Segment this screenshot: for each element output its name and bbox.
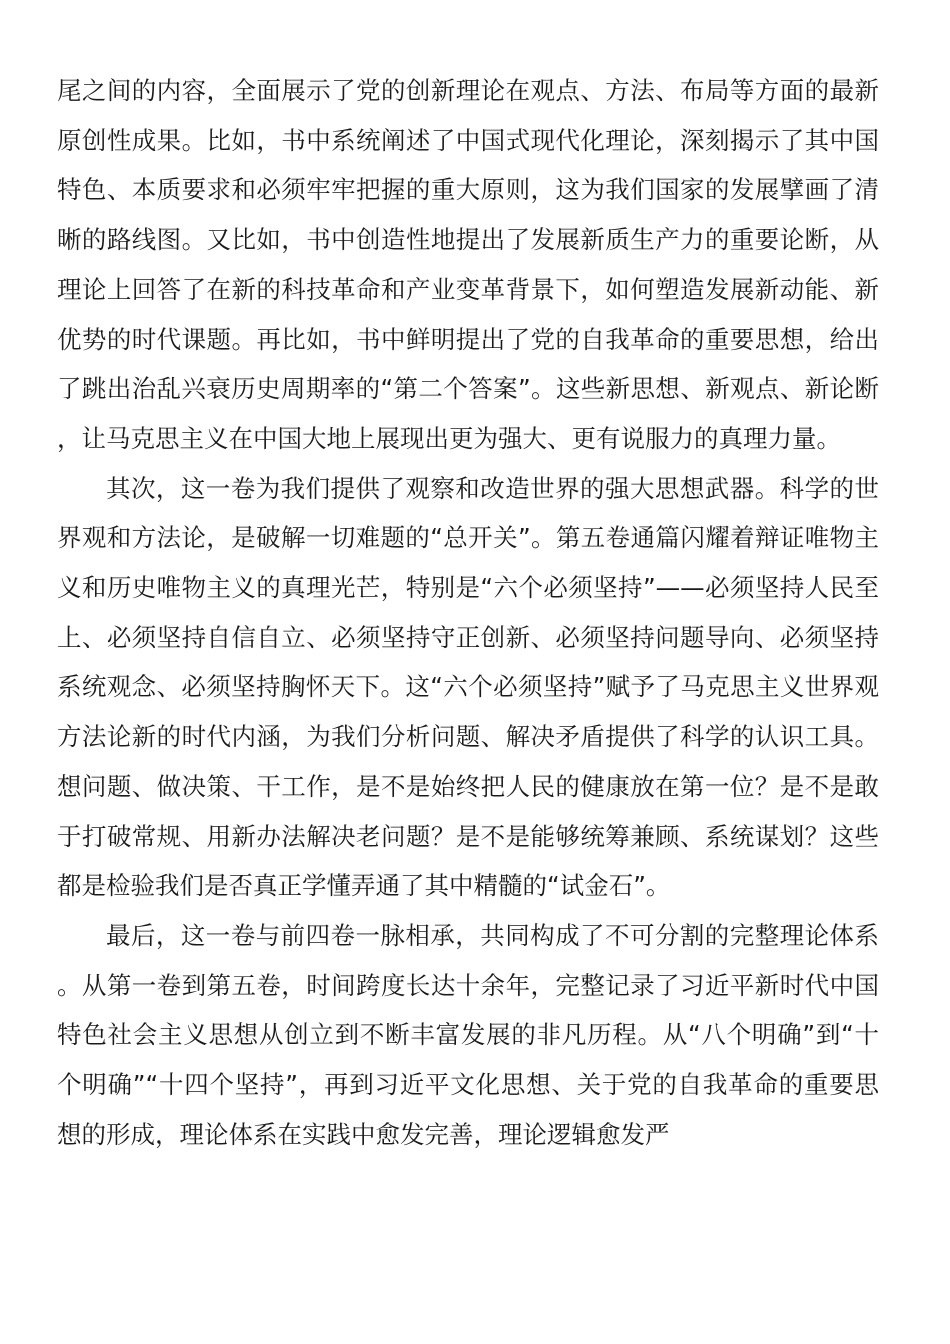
paragraph-3: 最后，这一卷与前四卷一脉相承，共同构成了不可分割的完整理论体系。从第一卷到第五卷，时间跨度长达十余年，完整记录了习近平新时代中国特色社会主义思想从创立到不断丰富发展的非凡历程。从“八个明确”到“十个明确”“十四个坚持”，再到习近平文化思想、关于党的自我革命的重要思想的形成，理论体系在实践中愈发完善，理论逻辑愈发严 (57, 920, 879, 1149)
paragraph-1: 尾之间的内容，全面展示了党的创新理论在观点、方法、布局等方面的最新原创性成果。比如，书中系统阐述了中国式现代化理论，深刻揭示了其中国特色、本质要求和必须牢牢把握的重大原则，这为我们国家的发展擘画了清晰的路线图。又比如，书中创造性地提出了发展新质生产力的重要论断，从理论上回答了在新的科技革命和产业变革背景下，如何塑造发展新动能、新优势的时代课题。再比如，书中鲜明提出了党的自我革命的重要思想，给出了跳出治乱兴衰历史周期率的“第二个答案”。这些新思想、新观点、新论断，让马克思主义在中国大地上展现出更为强大、更有说服力的真理力量。 (57, 76, 879, 453)
document-page (57, 66, 879, 1159)
paragraph-2: 其次，这一卷为我们提供了观察和改造世界的强大思想武器。科学的世界观和方法论，是破解一切难题的“总开关”。第五卷通篇闪耀着辩证唯物主义和历史唯物主义的真理光芒，特别是“六个必须坚持”——必须坚持人民至上、必须坚持自信自立、必须坚持守正创新、必须坚持问题导向、必须坚持系统观念、必须坚持胸怀天下。这“六个必须坚持”赋予了马克思主义世界观方法论新的时代内涵，为我们分析问题、解决矛盾提供了科学的认识工具。想问题、做决策、干工作，是不是始终把人民的健康放在第一位？是不是敢于打破常规、用新办法解决老问题？是不是能够统筹兼顾、系统谋划？这些都是检验我们是否真正学懂弄通了其中精髓的“试金石”。 (57, 473, 879, 901)
